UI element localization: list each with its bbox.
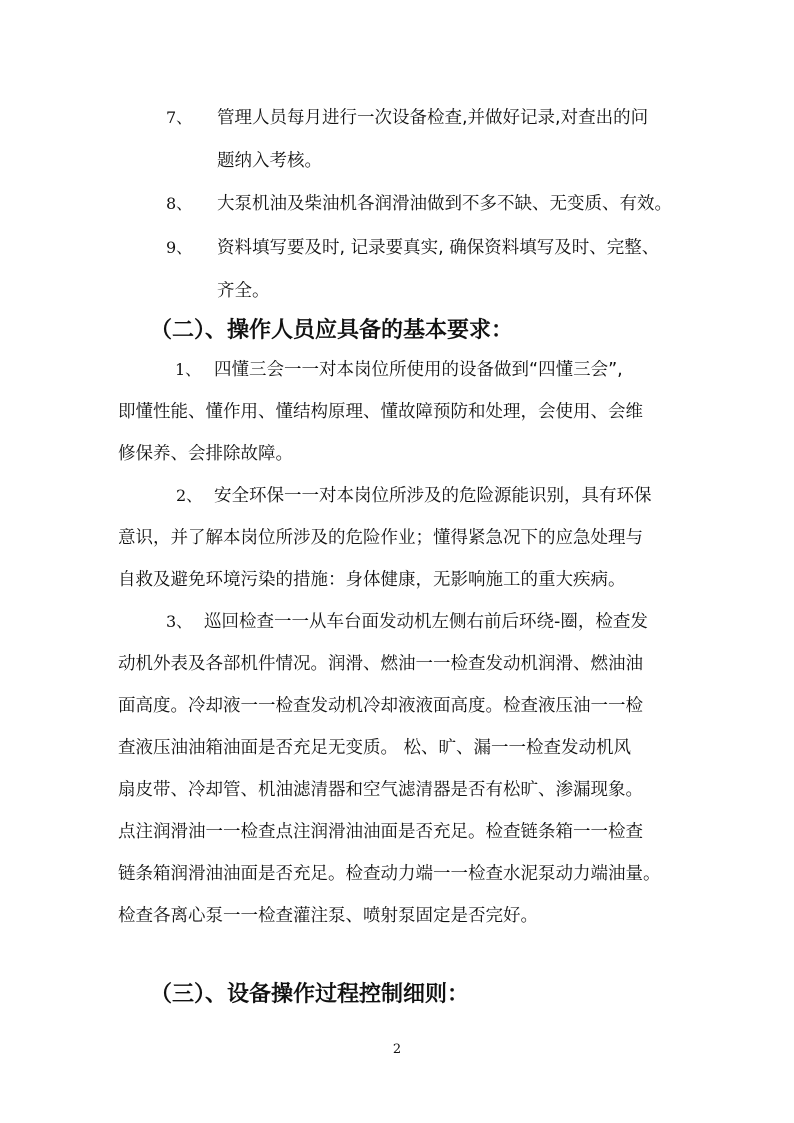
para-3-line-5: 扇皮带、冷却管、机油滤清器和空气滤清器是否有松旷、渗漏现象。 [118,780,643,800]
para-3-line-4: 查液压油油箱油面是否充足无变质。 松、旷、漏一一检查发动机风 [118,738,632,758]
para-3-line-6: 点注润滑油一一检查点注润滑油油面是否充足。检查链条箱一一检查 [118,822,643,842]
para-2-number: 2、 [176,486,203,505]
item-7-line-1: 管理人员每月进行一次设备检查,并做好记录,对查出的问 [217,108,649,128]
item-9-number: 9、 [166,238,193,257]
item-7-number: 7、 [166,108,193,127]
item-8-number: 8、 [166,194,193,213]
para-3-line-1: 巡回检查一一从车台面发动机左侧右前后环绕-圈，检查发 [204,612,648,632]
para-3-line-2: 动机外表及各部机件情况。润滑、燃油一一检查发动机润滑、燃油油 [118,654,643,674]
para-2-line-1: 安全环保一一对本岗位所涉及的危险源能识别，具有环保 [214,486,652,506]
item-8-line-1: 大泵机油及柴油机各润滑油做到不多不缺、无变质、有效。 [217,194,672,214]
item-9-line-1: 资料填写要及时, 记录要真实, 确保资料填写及时、完整、 [217,238,660,258]
item-7-line-2: 题纳入考核。 [217,151,322,171]
para-2-line-3: 自救及避免环境污染的措施：身体健康，无影响施工的重大疾病。 [118,570,626,590]
para-1-line-3: 修保养、会排除故障。 [118,444,293,464]
para-3-line-3: 面高度。冷却液一一检查发动机冷却液液面高度。检查液压油一一检 [118,696,643,716]
para-1-line-1: 四懂三会一一对本岗位所使用的设备做到“四懂三会”, [214,360,623,380]
para-3-line-8: 检查各离心泵一一检查灌注泵、喷射泵固定是否完好。 [118,906,538,926]
para-2-line-2: 意识，并了解本岗位所涉及的危险作业；懂得紧急况下的应急处理与 [118,528,643,548]
section-3-heading: （三）、设备操作过程控制细则： [150,981,470,1007]
para-1-number: 1、 [175,360,202,379]
para-1-line-2: 即懂性能、懂作用、懂结构原理、懂故障预防和处理，会使用、会维 [118,402,643,422]
para-3-number: 3、 [166,612,193,631]
section-2-heading: （二）、操作人员应具备的基本要求： [150,317,514,343]
para-3-line-7: 链条箱润滑油油面是否充足。检查动力端一一检查水泥泵动力端油量。 [118,864,661,884]
item-9-line-2: 齐全。 [217,281,270,301]
page-number: 2 [392,1042,402,1057]
